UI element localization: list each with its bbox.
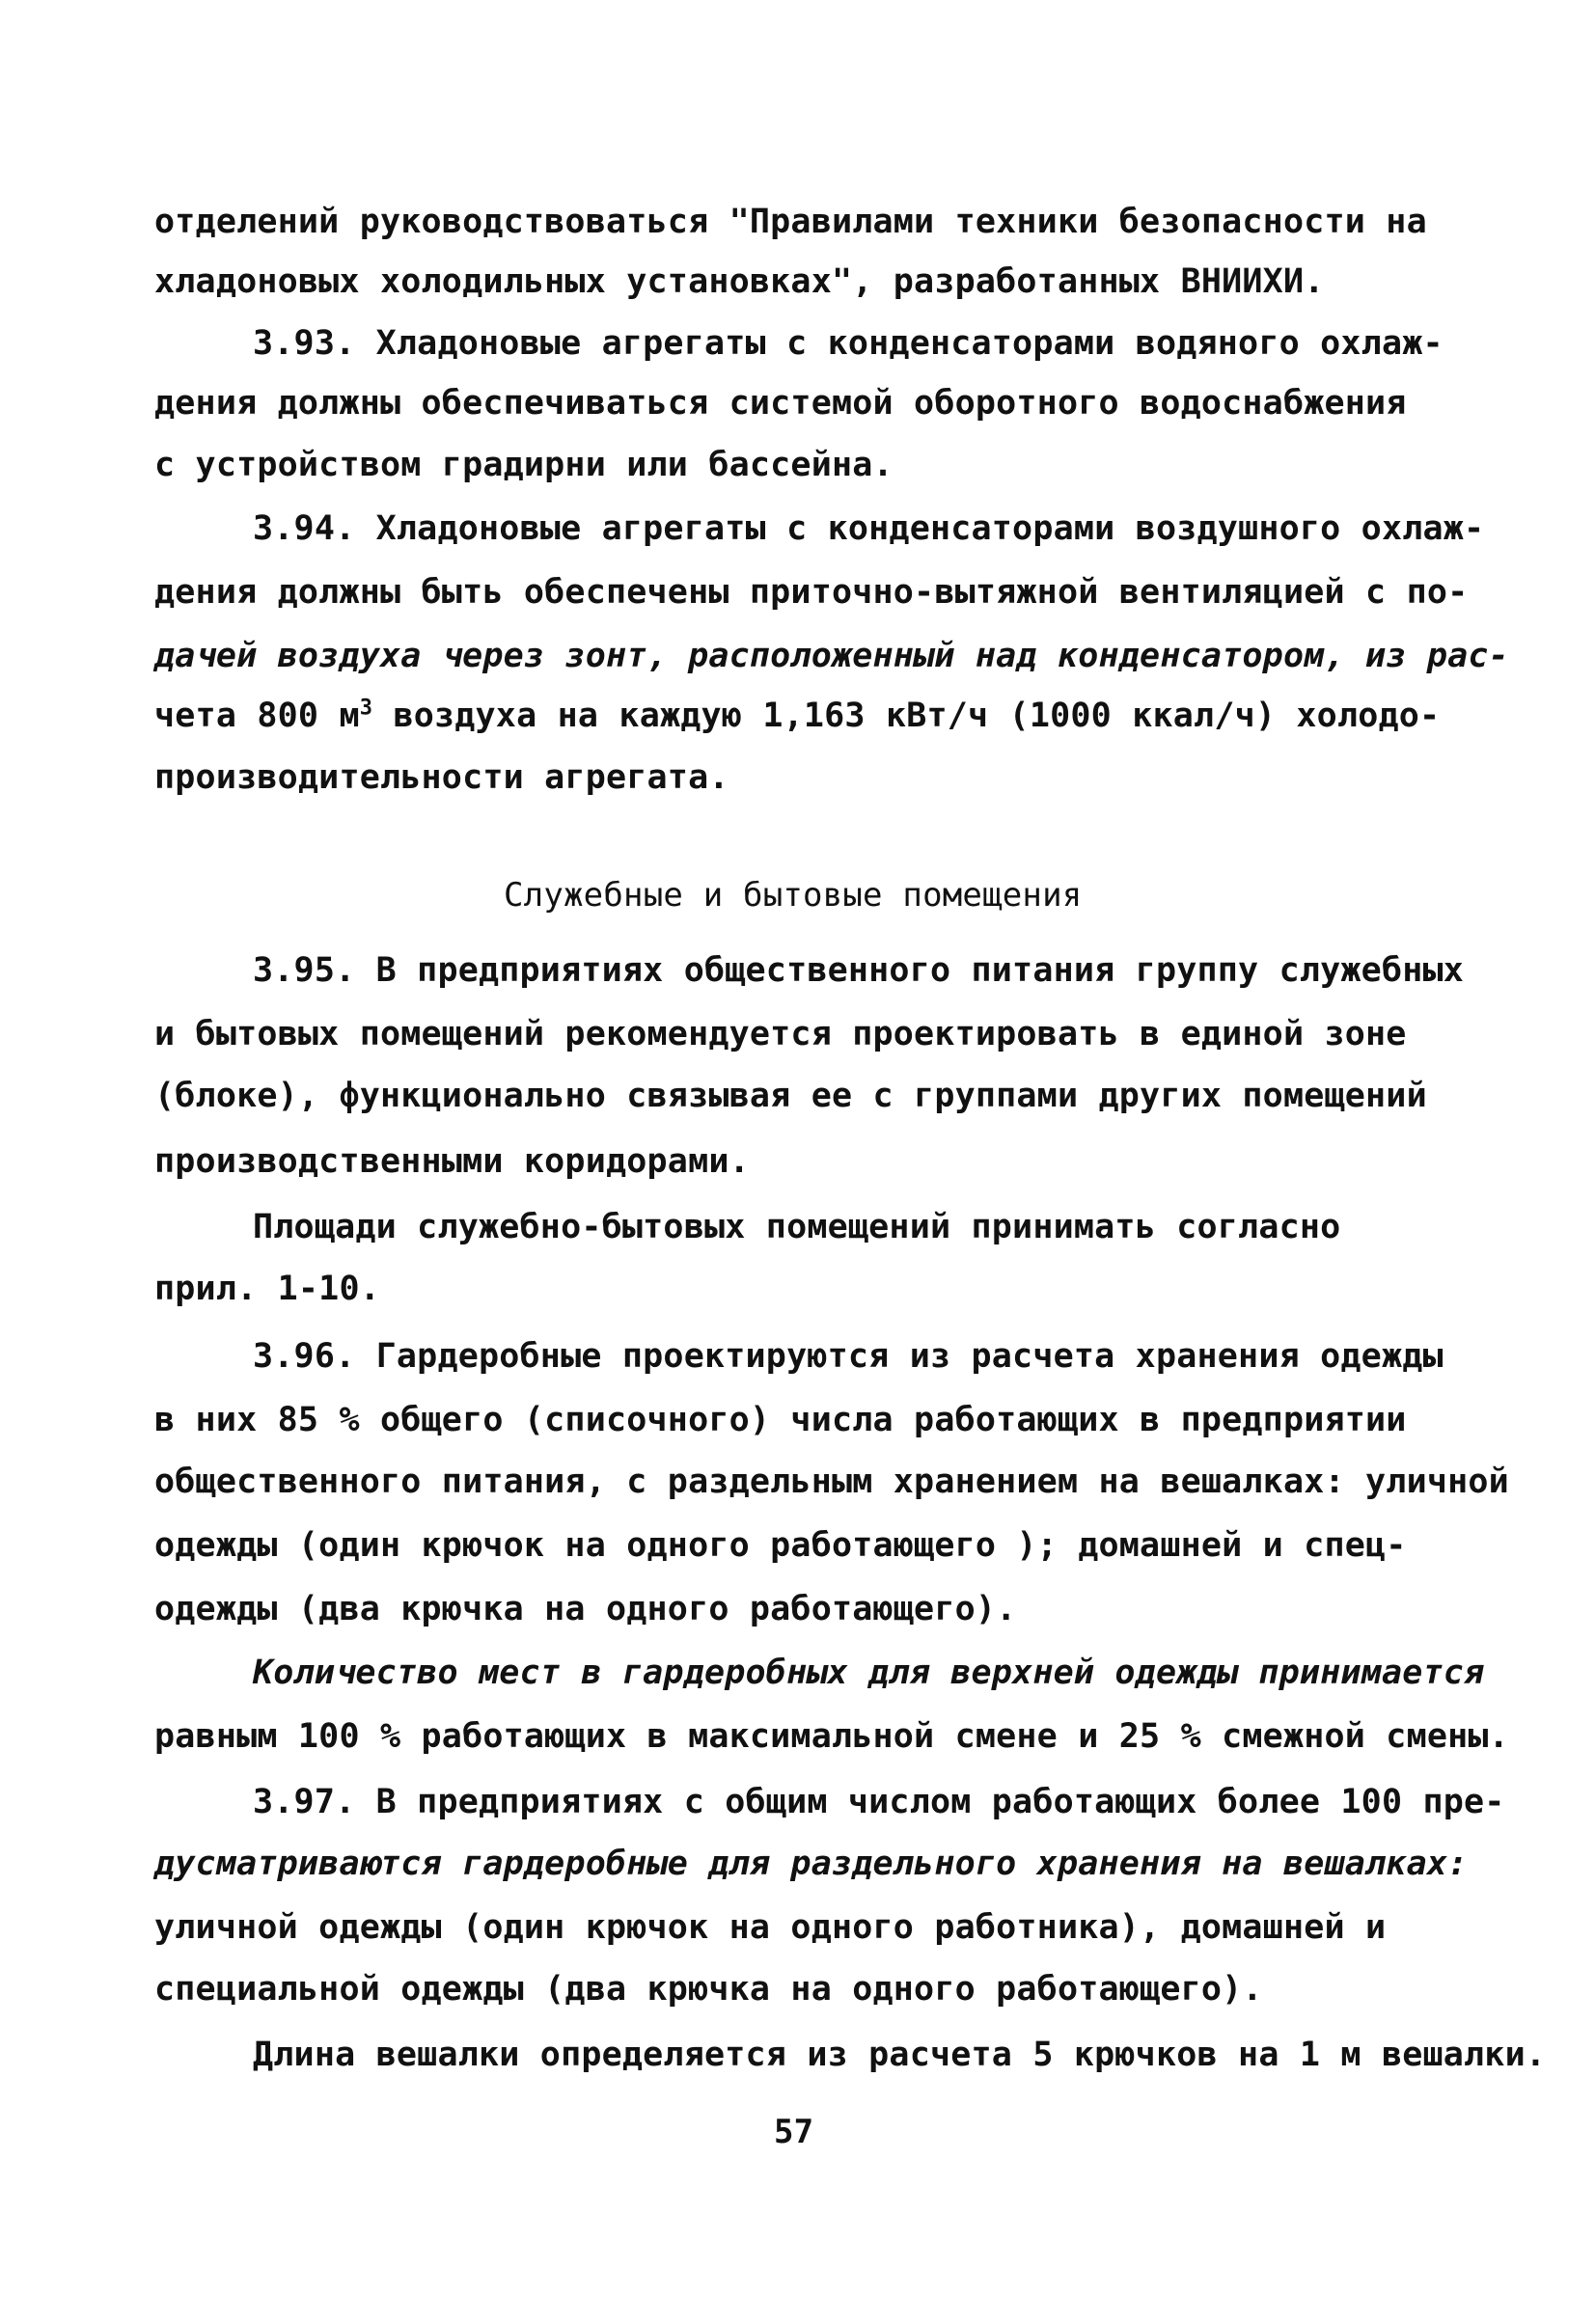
item-3-96-line-4: одежды (один крючок на одного работающего ); домашней и спец-: [154, 1526, 1407, 1565]
item-3-96-line-6: Количество мест в гардеробных для верхней одежды принимается: [253, 1654, 1485, 1692]
page-number: 57: [774, 2113, 814, 2151]
item-3-95-line-6: прил. 1-10.: [154, 1270, 380, 1308]
paragraph-top-line-1: отделений руководствоваться "Правилами техники безопасности на: [154, 203, 1427, 241]
item-3-95-line-4: производственными коридорами.: [154, 1142, 750, 1181]
item-3-93-line-3: с устройством градирни или бассейна.: [154, 446, 894, 484]
item-3-94-line-4: [154, 693, 1440, 739]
item-3-96-line-1: 3.96. Гардеробные проектируются из расчета хранения одежды: [253, 1337, 1444, 1376]
item-3-96-line-2: в них 85 % общего (списочного) числа работающих в предприятии: [154, 1401, 1407, 1439]
item-3-97-line-5: Длина вешалки определяется из расчета 5 крючков на 1 м вешалки.: [253, 2036, 1547, 2074]
item-3-95-line-5: Площади служебно-бытовых помещений принимать согласно: [253, 1208, 1341, 1246]
item-3-94-line-3: дачей воздуха через зонт, расположенный над конденсатором, из рас-: [154, 637, 1509, 675]
item-3-96-line-5: одежды (два крючка на одного работающего).: [154, 1590, 1017, 1628]
item-3-94-line-5: производительности агрегата.: [154, 758, 729, 797]
item-3-96-line-7: равным 100 % работающих в максимальной смене и 25 % смежной смены.: [154, 1717, 1509, 1756]
item-3-97-line-2: дусматриваются гардеробные для раздельного хранения на вешалках:: [154, 1845, 1469, 1883]
item-3-95-line-1: 3.95. В предприятиях общественного питания группу служебных: [253, 951, 1465, 990]
item-3-97-line-3: уличной одежды (один крючок на одного работника), домашней и: [154, 1908, 1387, 1947]
item-3-97-line-1: 3.97. В предприятиях с общим числом работающих более 100 пре-: [253, 1783, 1505, 1821]
section-heading: Служебные и бытовые помещения: [504, 876, 1083, 915]
item-3-95-line-3: (блоке), функционально связывая ее с группами других помещений: [154, 1077, 1427, 1115]
item-3-97-line-4: специальной одежды (два крючка на одного работающего).: [154, 1970, 1263, 2009]
item-3-93-line-2: дения должны обеспечиваться системой оборотного водоснабжения: [154, 384, 1407, 423]
item-3-93-line-1: 3.93. Хладоновые агрегаты с конденсаторами водяного охлаж-: [253, 324, 1444, 363]
paragraph-top-line-2: хладоновых холодильных установках", разработанных ВНИИХИ.: [154, 262, 1325, 301]
item-3-94-line-2: дения должны быть обеспечены приточно-вытяжной вентиляцией с по-: [154, 573, 1469, 612]
item-3-94-line-1: 3.94. Хладоновые агрегаты с конденсаторами воздушного охлаж-: [253, 509, 1485, 548]
item-3-95-line-2: и бытовых помещений рекомендуется проектировать в единой зоне: [154, 1015, 1407, 1053]
item-3-94-line-4-start: чета 800 м: [154, 697, 360, 735]
item-3-96-line-3: общественного питания, с раздельным хранением на вешалках: уличной: [154, 1463, 1509, 1501]
superscript-cubed: 3: [359, 696, 373, 721]
item-3-94-line-4-end: воздуха на каждую 1,163 кВт/ч (1000 ккал/ч) холодо-: [372, 697, 1441, 735]
